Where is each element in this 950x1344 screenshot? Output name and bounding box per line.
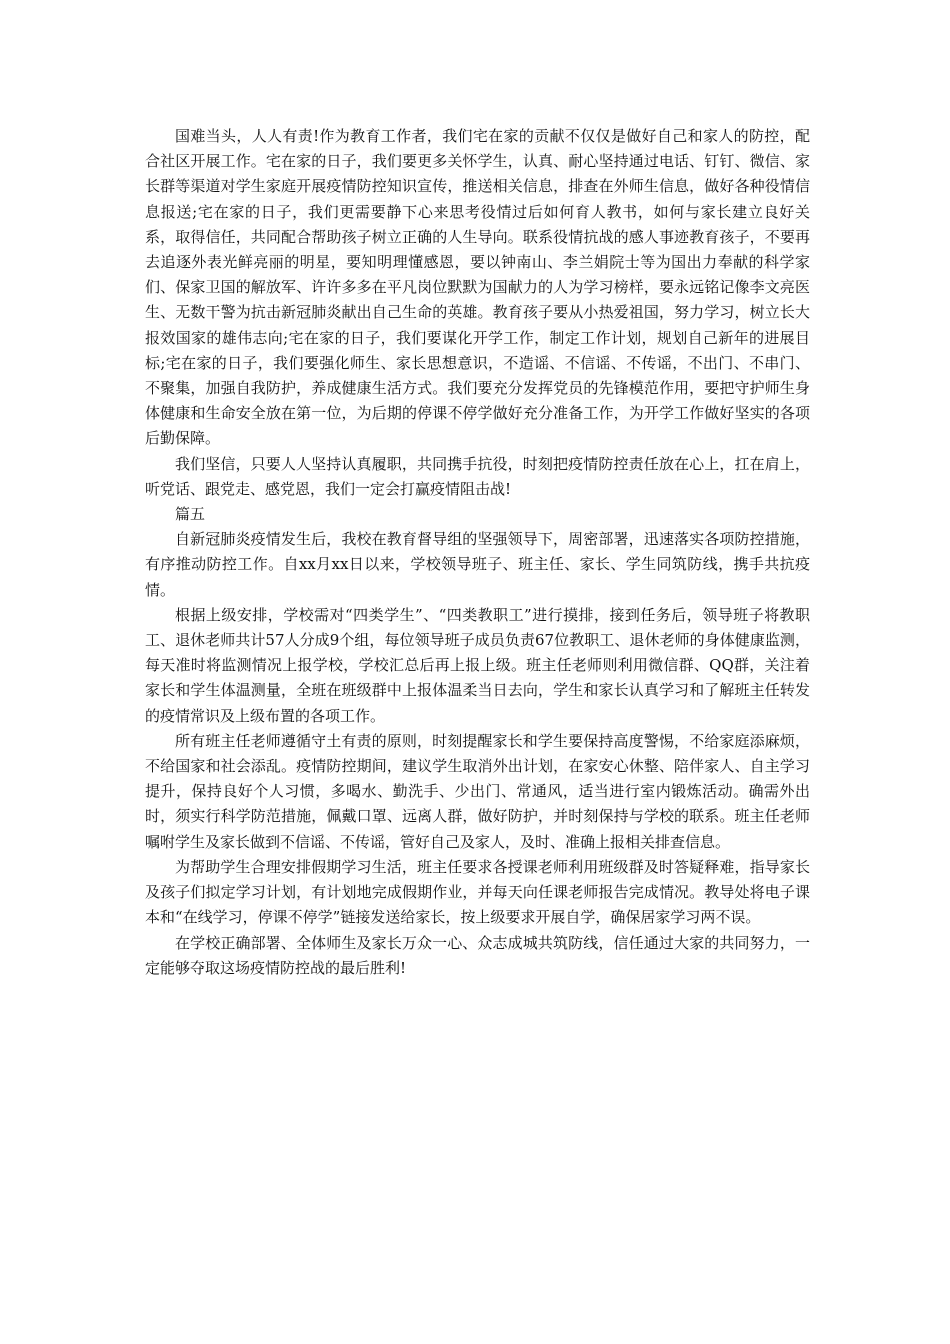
- body-paragraph: 国难当头，人人有责!作为教育工作者，我们宅在家的贡献不仅仅是做好自己和家人的防控，配合社区开展工作。宅在家的日子，我们要更多关怀学生，认真、耐心坚持通过电话、钉钉、微信、家长群等渠道对学生家庭开展疫情防控知识宣传，推送相关信息，排查在外师生信息，做好各种役情信息报送;宅在家的日子，我们更需要静下心来思考役情过后如何育人教书，如何与家长建立良好关系，取得信任，共同配合帮助孩子树立正确的人生导向。联系役情抗战的感人事迹教育孩子，不要再去追逐外表光鲜亮丽的明星，要知明理懂感恩，要以钟南山、李兰娟院士等为国出力奉献的科学家们、保家卫国的解放军、许许多多在平凡岗位默默为国献力的人为学习榜样，要永远铭记像李文亮医生、无数干警为抗击新冠肺炎献出自己生命的英雄。教育孩子要从小热爱祖国，努力学习，树立长大报效国家的雄伟志向;宅在家的日子，我们要谋化开学工作，制定工作计划，规划自己新年的进展目标;宅在家的日子，我们要强化师生、家长思想意识，不造谣、不信谣、不传谣，不出门、不串门、不聚集，加强自我防护，养成健康生活方式。我们要充分发挥党员的先锋模范作用，要把守护师生身体健康和生命安全放在第一位，为后期的停课不停学做好充分准备工作，为开学工作做好坚实的各项后勤保障。: [145, 127, 810, 448]
- body-paragraph: 在学校正确部署、全体师生及家长万众一心、众志成城共筑防线，信任通过大家的共同努力，一定能够夺取这场疫情防控战的最后胜利!: [145, 933, 810, 977]
- document-body: [145, 124, 810, 981]
- section-title: 篇五: [175, 505, 206, 524]
- body-paragraph: 为帮助学生合理安排假期学习生活，班主任要求各授课老师利用班级群及时答疑释难，指导家长及孩子们拟定学习计划，有计划地完成假期作业，并每天向任课老师报告完成情况。教导处将电子课本和“在线学习，停课不停学”链接发送给家长，按上级要求开展自学，确保居家学习两不误。: [145, 857, 810, 927]
- body-paragraph: 根据上级安排，学校需对“四类学生”、“四类教职工”进行摸排，接到任务后，领导班子将教职工、退休老师共计57人分成9个组，每位领导班子成员负责67位教职工、退休老师的身体健康监测，每天准时将监测情况上报学校，学校汇总后再上报上级。班主任老师则利用微信群、QQ群，关注着家长和学生体温测量，全班在班级群中上报体温柔当日去向，学生和家长认真学习和了解班主任转发的疫情常识及上级布置的各项工作。: [145, 605, 810, 725]
- body-paragraph: 自新冠肺炎疫情发生后，我校在教育督导组的坚强领导下，周密部署，迅速落实各项防控措施，有序推动防控工作。自xx月xx日以来，学校领导班子、班主任、家长、学生同筑防线，携手共抗疫情。: [145, 530, 810, 599]
- body-paragraph: 我们坚信，只要人人坚持认真履职，共同携手抗役，时刻把疫情防控责任放在心上，扛在肩上，听党话、跟党走、感党恩，我们一定会打赢疫情阻击战!: [145, 454, 810, 498]
- body-paragraph: 所有班主任老师遵循守土有责的原则，时刻提醒家长和学生要保持高度警惕，不给家庭添麻烦，不给国家和社会添乱。疫情防控期间，建议学生取消外出计划，在家安心休整、陪伴家人、自主学习提升，保持良好个人习惯，多喝水、勤洗手、少出门、常通风，适当进行室内锻炼活动。确需外出时，须实行科学防范措施，佩戴口罩、远离人群，做好防护，并时刻保持与学校的联系。班主任老师嘱咐学生及家长做到不信谣、不传谣，管好自己及家人，及时、准确上报相关排查信息。: [145, 731, 810, 851]
